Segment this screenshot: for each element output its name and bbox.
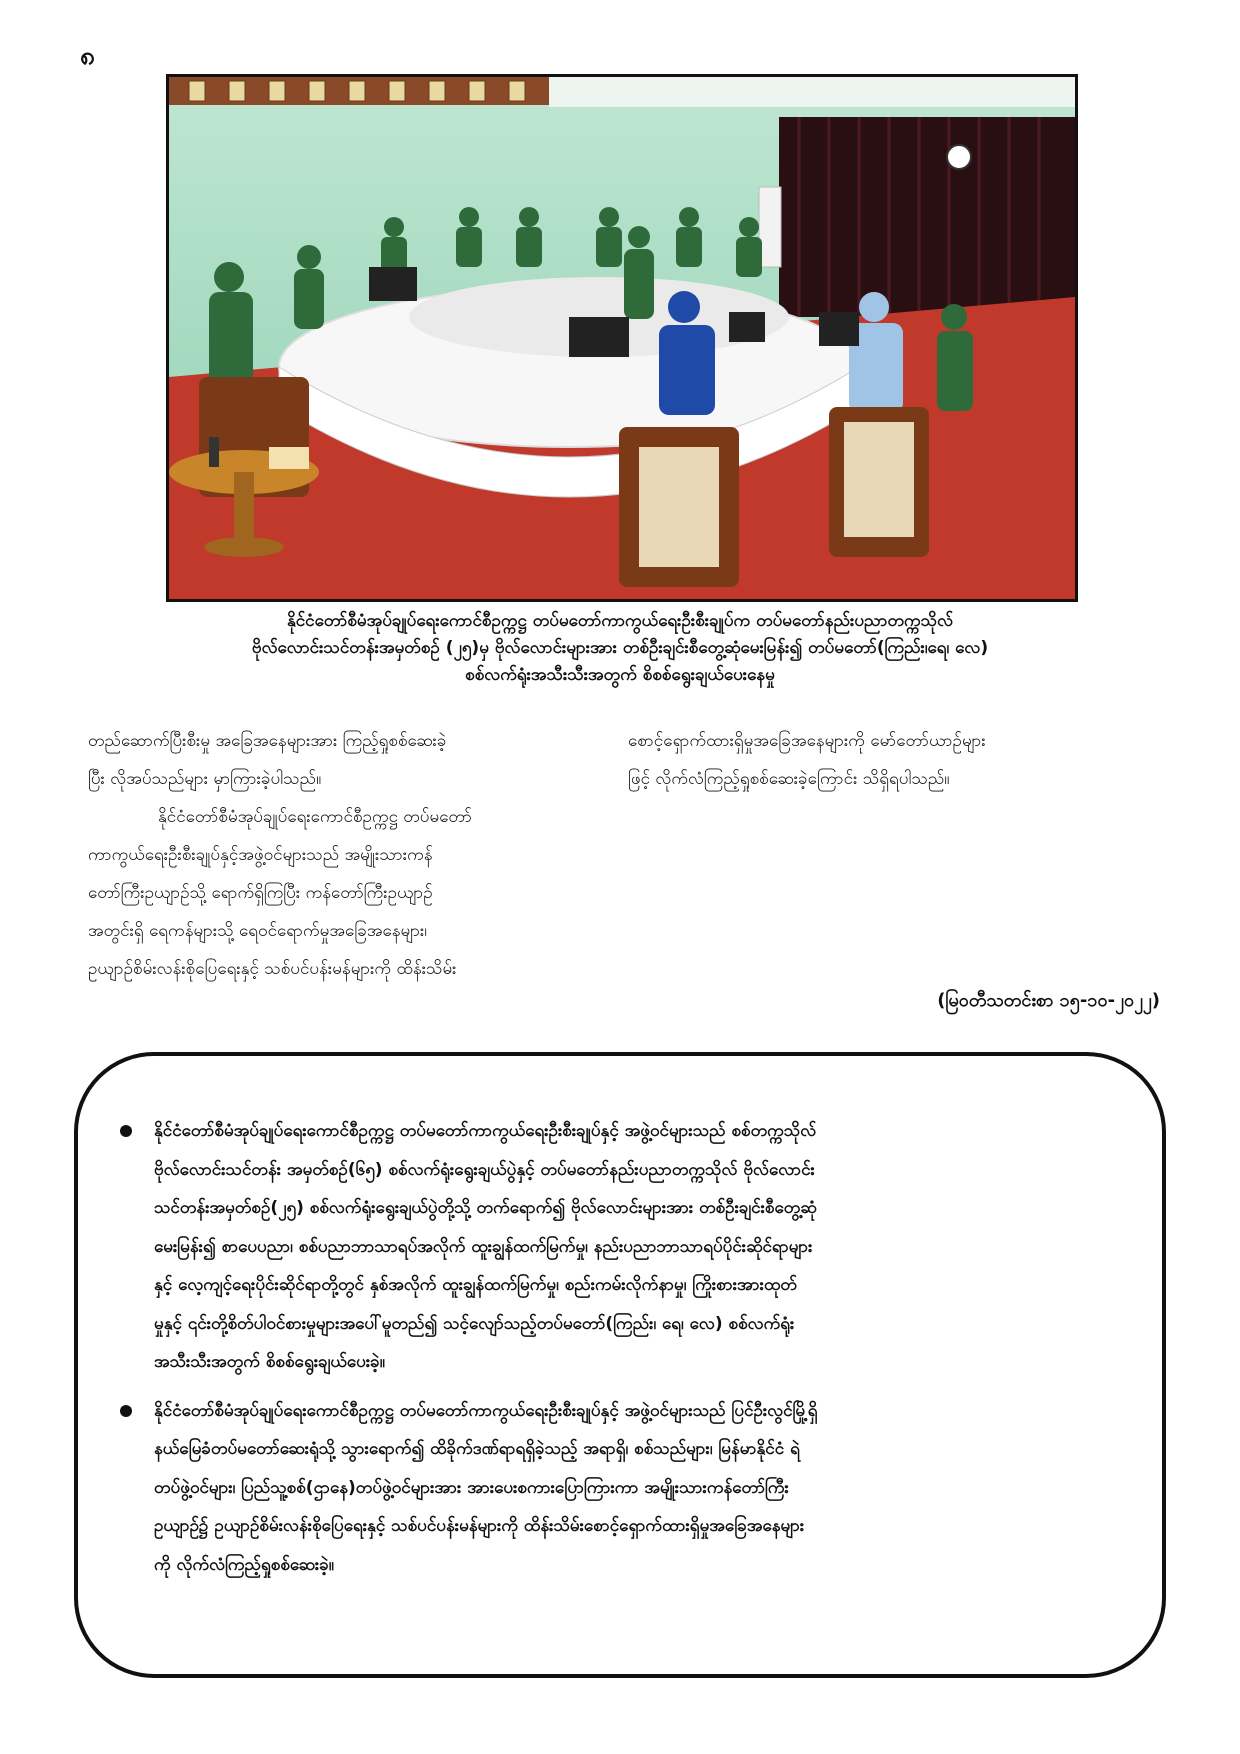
bullet-dot-icon	[120, 1125, 132, 1137]
bullet-dot-icon	[120, 1405, 132, 1417]
bullet-line: နယ်မြေခံတပ်မတော်ဆေးရုံသို့ သွားရောက်၍ ထိခိုက်ဒဏ်ရာရရှိခဲ့သည့် အရာရှိ၊ စစ်သည်များ၊ မြန်မာနိုင်ငံ ရဲ	[154, 1439, 800, 1459]
summary-bullets	[118, 1112, 1138, 1594]
meeting-room-illustration	[169, 77, 1075, 599]
article-column-left	[88, 722, 608, 988]
bullet-line: သင်တန်းအမှတ်စဉ်(၂၅) စစ်လက်ရုံးရွေးချယ်ပွဲတို့သို့ တက်ရောက်၍ ဗိုလ်လောင်းများအား တစ်ဦးချင်းစီတွေ့ဆုံ	[154, 1198, 817, 1218]
bullet-line: ကို လိုက်လံကြည့်ရှုစစ်ဆေးခဲ့။	[154, 1554, 334, 1575]
meeting-photo	[166, 74, 1078, 602]
body-line: ဖြင့် လိုက်လံကြည့်ရှုစစ်ဆေးခဲ့ကြောင်း သိရှိရပါသည်။	[628, 769, 950, 789]
bullet-line: မေးမြန်း၍ စာပေပညာ၊ စစ်ပညာဘာသာရပ်အလိုက် ထူးချွန်ထက်မြက်မှု၊ နည်းပညာဘာသာရပ်ပိုင်းဆိုင်ရာများ	[154, 1236, 813, 1257]
bullet-line: နိုင်ငံတော်စီမံအုပ်ချုပ်ရေးကောင်စီဥက္ကဋ္ဌ တပ်မတော်ကာကွယ်ရေးဦးစီးချုပ်နှင့် အဖွဲ့ဝင်များသည် ပြင်ဦးလွင်မြို့ရှိ	[154, 1400, 818, 1421]
caption-line: စစ်လက်ရုံးအသီးသီးအတွက် စိစစ်ရွေးချယ်ပေးနေမှု	[465, 665, 775, 685]
article-column-right	[628, 722, 1148, 798]
bullet-line: နိုင်ငံတော်စီမံအုပ်ချုပ်ရေးကောင်စီဥက္ကဋ္ဌ တပ်မတော်ကာကွယ်ရေးဦးစီးချုပ်နှင့် အဖွဲ့ဝင်များသည် စစ်တက္ကသိုလ်	[154, 1121, 817, 1141]
caption-line: ဗိုလ်လောင်းသင်တန်းအမှတ်စဉ် (၂၅)မှ ဗိုလ်လောင်းများအား တစ်ဦးချင်းစီတွေ့ဆုံမေးမြန်း၍ တပ်မတော်(ကြည်း၊ရေ၊ လေ)	[251, 638, 989, 658]
bullet-line: ဥယျာဉ်၌ ဥယျာဉ်စိမ်းလန်းစိုပြေရေးနှင့် သစ်ပင်ပန်းမန်များကို ထိန်းသိမ်းစောင့်ရှောက်ထားရှိမှုအခြေအနေများ	[154, 1516, 805, 1536]
body-line: တည်ဆောက်ပြီးစီးမှု အခြေအနေများအား ကြည့်ရှုစစ်ဆေးခဲ့	[88, 731, 447, 751]
bullet-line: အသီးသီးအတွက် စိစစ်ရွေးချယ်ပေးခဲ့။	[154, 1352, 385, 1372]
body-line: ပြီး လိုအပ်သည်များ မှာကြားခဲ့ပါသည်။	[88, 769, 322, 789]
photo-caption	[120, 608, 1120, 689]
body-line: ဥယျာဉ်စိမ်းလန်းစိုပြေရေးနှင့် သစ်ပင်ပန်းမန်များကို ထိန်းသိမ်း	[88, 959, 457, 979]
body-line: နိုင်ငံတော်စီမံအုပ်ချုပ်ရေးကောင်စီဥက္ကဋ္ဌ တပ်မတော်	[158, 807, 472, 827]
bullet-item	[118, 1112, 1138, 1382]
body-line: တော်ကြီးဥယျာဉ်သို့ ရောက်ရှိကြပြီး ကန်တော်ကြီးဥယျာဉ်	[88, 883, 433, 903]
bullet-item	[118, 1392, 1138, 1585]
page-number: ၈	[80, 41, 95, 71]
bullet-line: မှုနှင့် ၎င်းတို့စိတ်ပါဝင်စားမှုများအပေါ်မူတည်၍ သင့်လျော်သည့်တပ်မတော်(ကြည်း၊ ရေ၊ လေ) စစ်လက်ရုံး	[154, 1313, 795, 1334]
bullet-line: ဗိုလ်လောင်းသင်တန်း အမှတ်စဉ်(၆၅) စစ်လက်ရုံးရွေးချယ်ပွဲနှင့် တပ်မတော်နည်းပညာတက္ကသိုလ် ဗိုလ်လောင်း	[154, 1159, 815, 1180]
source-dateline: (မြဝတီသတင်းစာ ၁၅-၁၀-၂၀၂၂)	[937, 990, 1160, 1011]
caption-line: နိုင်ငံတော်စီမံအုပ်ချုပ်ရေးကောင်စီဥက္ကဋ္ဌ တပ်မတော်ကာကွယ်ရေးဦးစီးချုပ်က တပ်မတော်နည်းပညာတက္ကသိုလ်	[286, 611, 954, 631]
body-line: ကာကွယ်ရေးဦးစီးချုပ်နှင့်အဖွဲ့ဝင်များသည် အမျိုးသားကန်	[88, 845, 433, 865]
body-line: စောင့်ရှောက်ထားရှိမှုအခြေအနေများကို မော်တော်ယာဉ်များ	[628, 731, 986, 751]
bullet-line: တပ်ဖွဲ့ဝင်များ၊ ပြည်သူ့စစ်(ဌာနေ)တပ်ဖွဲ့ဝင်များအား အားပေးစကားပြောကြားကာ အမျိုးသားကန်တော်ကြီး	[154, 1477, 789, 1498]
bullet-line: နှင့် လေ့ကျင့်ရေးပိုင်းဆိုင်ရာတို့တွင် နှစ်အလိုက် ထူးချွန်ထက်မြက်မှု၊ စည်းကမ်းလိုက်နာမှု၊ ကြိုးစားအားထုတ်	[154, 1275, 797, 1295]
body-line: အတွင်းရှိ ရေကန်များသို့ ရေဝင်ရောက်မှုအခြေအနေများ၊	[88, 921, 427, 941]
